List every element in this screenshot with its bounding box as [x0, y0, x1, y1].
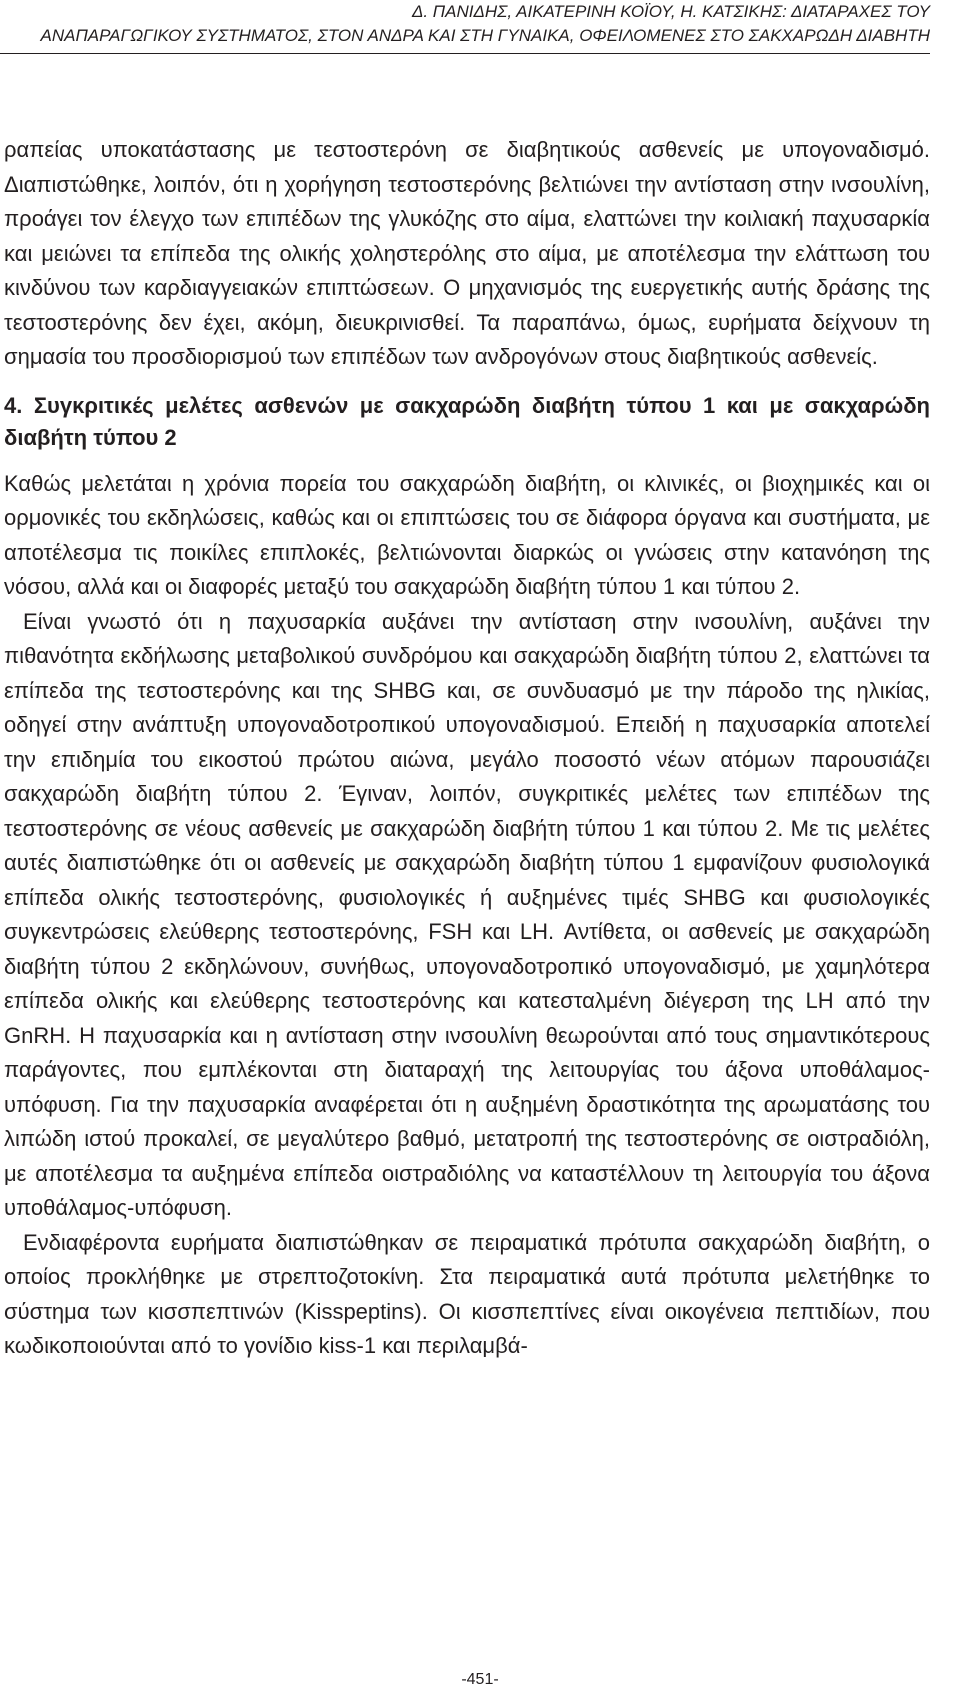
- body-paragraph-3: Ενδιαφέροντα ευρήματα διαπιστώθηκαν σε πειραματικά πρότυπα σακχαρώδη διαβήτη, ο οποίος προκλήθηκε με στρεπτοζοτοκίνη. Στα πειραματικά αυτά πρότυπα μελετήθηκε το σύστημα των κισσπεπτινών (Kisspeptins). Οι κισσπεπτίνες είναι οικογένεια πεπτιδίων, που κωδικοποιούνται από το γονίδιο kiss-1 και περιλαμβά-: [4, 1229, 930, 1358]
- continued-paragraph: ραπείας υποκατάστασης με τεστοστερόνη σε διαβητικούς ασθενείς με υπογοναδισμό. Διαπιστώθηκε, λοιπόν, ότι η χορήγηση τεστοστερόνης βελτιώνει την αντίσταση στην ινσουλίνη, προάγει τον έλεγχο των επιπέδων της γλυκόζης στο αίμα, ελαττώνει την κοιλιακή παχυσαρκία και μειώνει τα επίπεδα της ολικής χοληστερόλης στο αίμα, με αποτέλεσμα την ελάττωση του κινδύνου των καρδιαγγειακών επιπτώσεων. Ο μηχανισμός της ευεργετικής αυτής δράσης της τεστοστερόνης δεν έχει, ακόμη, διευκρινισθεί. Τα παραπάνω, όμως, ευρήματα δείχνουν τη σημασία του προσδιορισμού των επιπέδων των ανδρογόνων στους διαβητικούς ασθενείς.: [4, 137, 930, 369]
- running-header-title: ΑΝΑΠΑΡΑΓΩΓΙΚΟΥ ΣΥΣΤΗΜΑΤΟΣ, ΣΤΟΝ ΑΝΔΡΑ ΚΑΙ ΣΤΗ ΓΥΝΑΙΚΑ, ΟΦΕΙΛΟΜΕΝΕΣ ΣΤΟ ΣΑΚΧΑΡΩΔΗ ΔΙΑΒΗΤΗ: [40, 26, 930, 45]
- body-paragraph-2: Είναι γνωστό ότι η παχυσαρκία αυξάνει την αντίσταση στην ινσουλίνη, αυξάνει την πιθανότητα εκδήλωσης μεταβολικού συνδρόμου και σακχαρώδη διαβήτη τύπου 2, ελαττώνει τα επίπεδα της τεστοστερόνης και της SHBG και, σε συνδυασμό με την πάροδο της ηλικίας, οδηγεί στην ανάπτυξη υπογοναδοτροπικού υπογοναδισμού. Επειδή η παχυσαρκία αποτελεί την επιδημία του εικοστού πρώτου αιώνα, μεγάλο ποσοστό νέων ατόμων παρουσιάζει σακχαρώδη διαβήτη τύπου 2. Έγιναν, λοιπόν, συγκριτικές μελέτες των επιπέδων της τεστοστερόνης σε νέους ασθενείς με σακχαρώδη διαβήτη τύπου 1 και τύπου 2. Με τις μελέτες αυτές διαπιστώθηκε ότι οι ασθενείς με σακχαρώδη διαβήτη τύπου 1 εμφανίζουν φυσιολογικά επίπεδα ολικής τεστοστερόνης, φυσιολογικές ή αυξημένες τιμές SHBG και φυσιολογικές συγκεντρώσεις ελεύθερης τεστοστερόνης, FSH και LH. Αντίθετα, οι ασθενείς με σακχαρώδη διαβήτη τύπου 2 εκδηλώνουν, συνήθως, υπογοναδοτροπικό υπογοναδισμό, με χαμηλότερα επίπεδα ολικής και ελεύθερης τεστοστερόνης και κατεσταλμένη διέγερση της LH από την GnRH. Η παχυσαρκία και η αντίσταση στην ινσουλίνη θεωρούνται από τους σημαντικότερους παράγοντες, που εμπλέκονται στη διαταραχή της λειτουργίας του άξονα υποθάλαμος-υπόφυση. Για την παχυσαρκία αναφέρεται ότι η αυξημένη δραστικότητα της αρωματάσης του λιπώδη ιστού προκαλεί, σε μεγαλύτερο βαθμό, μετατροπή της τεστοστερόνης σε οιστραδιόλη, με αποτέλεσμα τα αυξημένα επίπεδα οιστραδιόλης να καταστέλλουν τη λειτουργία του άξονα υποθάλαμος-υπόφυση.: [4, 608, 930, 1220]
- running-header: [0, 0, 930, 48]
- header-rule: [0, 53, 930, 54]
- body-paragraph-1: Καθώς μελετάται η χρόνια πορεία του σακχαρώδη διαβήτη, οι κλινικές, οι βιοχημικές και οι ορμονικές του εκδηλώσεις, καθώς και οι επιπτώσεις του σε διάφορα όργανα και συστήματα, με αποτέλεσμα τις ποικίλες επιπλοκές, βελτιώνονται διαρκώς οι γνώσεις στην κατανόηση της νόσου, αλλά και οι διαφορές μεταξύ του σακχαρώδη διαβήτη τύπου 1 και τύπου 2.: [4, 470, 930, 599]
- page-number: -451-: [461, 1671, 499, 1688]
- section-heading: 4. Συγκριτικές μελέτες ασθενών με σακχαρώδη διαβήτη τύπου 1 και με σακχαρώδη διαβήτη τύπου 2: [4, 392, 930, 450]
- article-body: [4, 133, 930, 1364]
- running-header-authors: Δ. ΠΑΝΙΔΗΣ, ΑΙΚΑΤΕΡΙΝΗ ΚΟΪΟΥ, Η. ΚΑΤΣΙΚΗΣ: ΔΙΑΤΑΡΑΧΕΣ ΤΟΥ: [411, 2, 930, 21]
